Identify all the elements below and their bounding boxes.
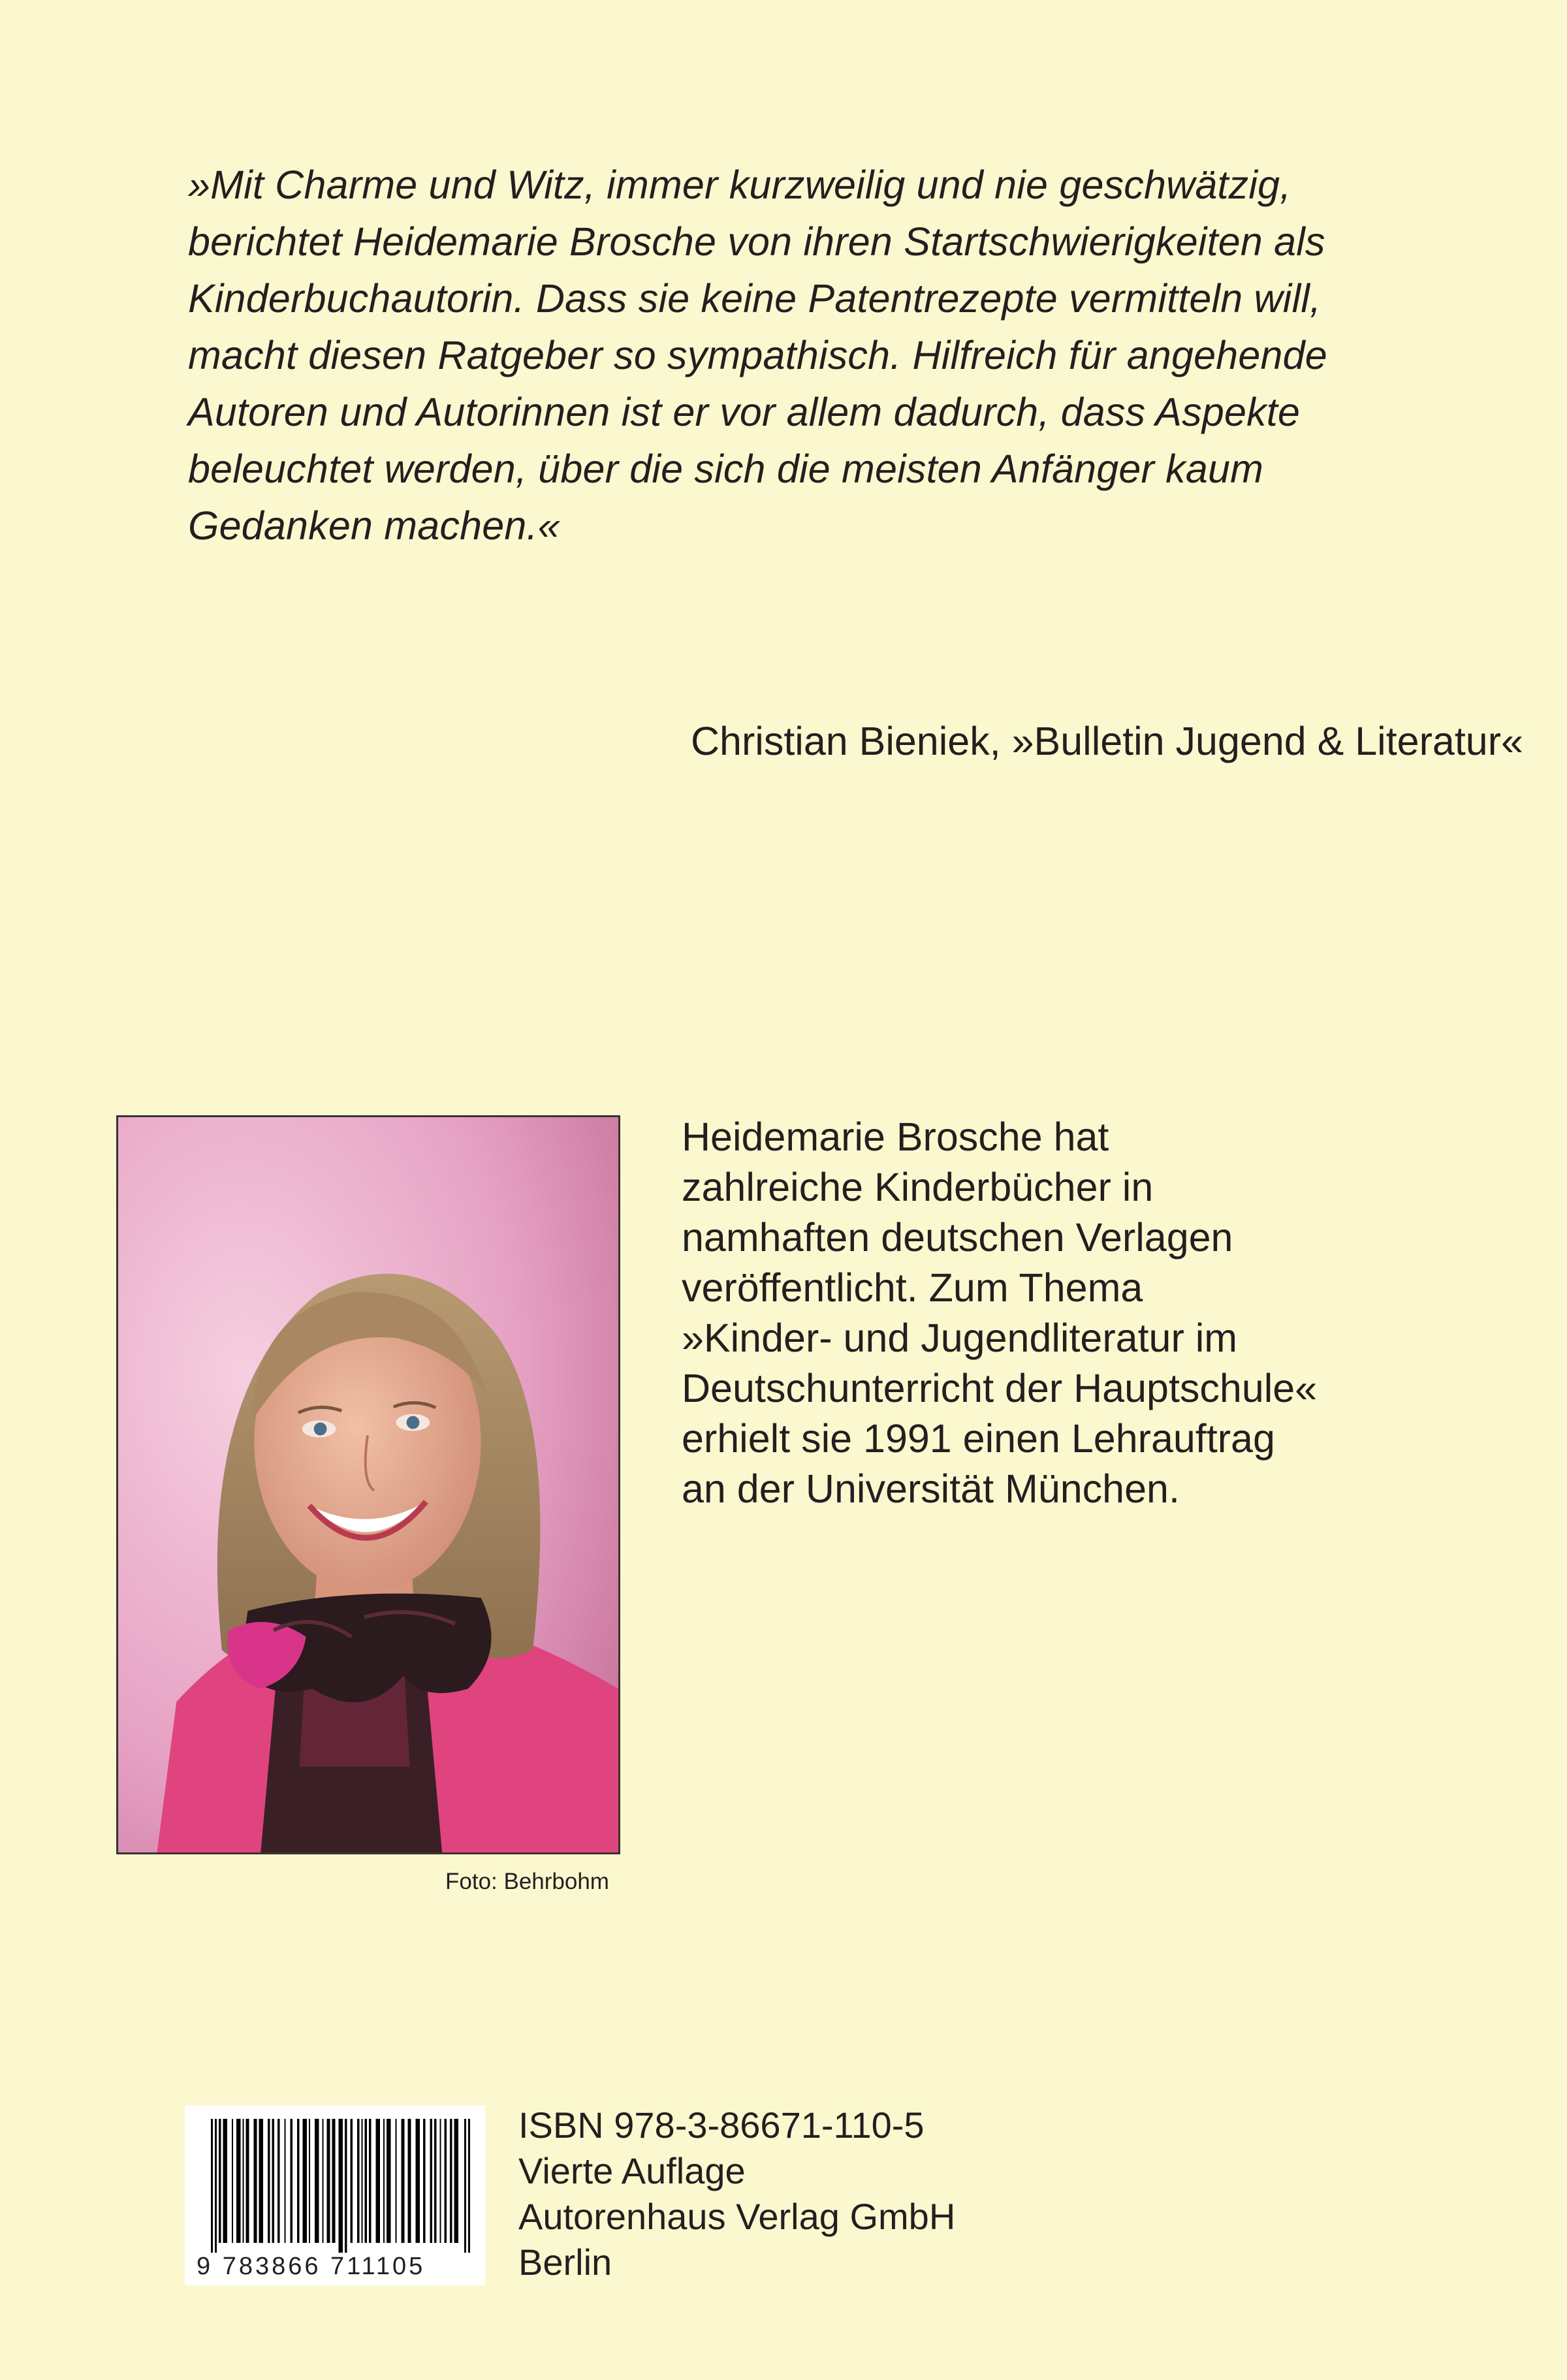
barcode-bar xyxy=(423,2119,426,2243)
quote-line: berichtet Heidemarie Brosche von ihren Startschwierigkeiten als xyxy=(188,219,1325,264)
barcode-bar xyxy=(246,2119,249,2243)
isbn-barcode xyxy=(185,2106,485,2285)
barcode-bar xyxy=(351,2119,353,2243)
author-bio xyxy=(682,1112,1498,1514)
barcode-bar xyxy=(232,2119,233,2243)
barcode-bar xyxy=(243,2119,244,2243)
barcode-bar xyxy=(468,2119,470,2253)
barcode-bar xyxy=(277,2119,280,2243)
publication-info xyxy=(518,2102,955,2285)
bio-line: zahlreiche Kinderbücher in xyxy=(682,1165,1154,1209)
barcode-bar xyxy=(445,2119,447,2243)
review-quote xyxy=(188,157,1523,763)
barcode-bar xyxy=(268,2119,270,2243)
barcode-bar xyxy=(450,2119,452,2243)
barcode-digits: 9 783866 711105 xyxy=(197,2253,426,2280)
isbn-number: ISBN 978-3-86671-110-5 xyxy=(518,2104,925,2146)
barcode-bar xyxy=(440,2119,441,2243)
quote-line: Kinderbuchautorin. Dass sie keine Patentrezepte vermitteln will, xyxy=(188,276,1322,321)
barcode-bar xyxy=(362,2119,363,2243)
quote-line: macht diesen Ratgeber so sympathisch. Hilfreich für angehende xyxy=(188,333,1327,377)
barcode-bar xyxy=(357,2119,360,2243)
barcode-bar xyxy=(297,2119,300,2243)
barcode-bar xyxy=(215,2119,217,2253)
barcode-bar xyxy=(332,2119,336,2243)
barcode-bar xyxy=(434,2119,437,2243)
bio-line: namhaften deutschen Verlagen xyxy=(682,1215,1233,1260)
publisher-name: Autorenhaus Verlag GmbH xyxy=(518,2196,956,2237)
edition-label: Vierte Auflage xyxy=(518,2150,746,2191)
barcode-bar xyxy=(383,2119,385,2243)
barcode-bar xyxy=(303,2119,308,2243)
barcode-bar xyxy=(365,2119,368,2243)
bio-line: erhielt sie 1991 einen Lehrauftrag xyxy=(682,1416,1275,1461)
barcode-bar xyxy=(236,2119,241,2243)
quote-line: beleuchtet werden, über die sich die meisten Anfänger kaum xyxy=(188,447,1264,491)
barcode-bar xyxy=(223,2119,228,2243)
barcode-bars xyxy=(185,2106,485,2253)
barcode-bar xyxy=(259,2119,264,2243)
barcode-bar xyxy=(254,2119,257,2243)
bio-line: an der Universität München. xyxy=(682,1467,1180,1511)
publisher-city: Berlin xyxy=(518,2242,612,2283)
barcode-bar xyxy=(416,2119,420,2243)
bio-line: »Kinder- und Jugendliteratur im xyxy=(682,1316,1238,1360)
quote-line: Autoren und Autorinnen ist er vor allem dadurch, dass Aspekte xyxy=(188,390,1301,434)
barcode-bar xyxy=(369,2119,372,2243)
barcode-bar xyxy=(211,2119,213,2253)
barcode-bar xyxy=(387,2119,391,2243)
barcode-bar xyxy=(408,2119,411,2243)
barcode-bar xyxy=(454,2119,459,2243)
barcode-bar xyxy=(402,2119,405,2243)
barcode-bar xyxy=(323,2119,324,2243)
barcode-bar xyxy=(272,2119,275,2243)
barcode-bar xyxy=(291,2119,293,2243)
quote-attribution: Christian Bieniek, »Bulletin Jugend & Literatur« xyxy=(691,719,1523,763)
author-photo xyxy=(116,1115,620,1854)
bio-line: veröffentlicht. Zum Thema xyxy=(682,1265,1143,1310)
barcode-bar xyxy=(315,2119,319,2243)
quote-line: »Mit Charme und Witz, immer kurzweilig und nie geschwätzig, xyxy=(188,163,1291,207)
barcode-bar xyxy=(339,2119,343,2253)
barcode-bar xyxy=(219,2119,221,2243)
barcode-bar xyxy=(464,2119,466,2253)
quote-line: Gedanken machen.« xyxy=(188,503,560,548)
quote-text xyxy=(188,157,1363,554)
bio-line: Heidemarie Brosche hat xyxy=(682,1115,1109,1159)
barcode-bar xyxy=(396,2119,397,2243)
barcode-bar xyxy=(327,2119,330,2243)
barcode-bar xyxy=(285,2119,286,2243)
bio-line: Deutschunterricht der Hauptschule« xyxy=(682,1366,1318,1410)
barcode-bar xyxy=(430,2119,433,2243)
barcode-bar xyxy=(309,2119,310,2243)
barcode-bar xyxy=(376,2119,381,2243)
barcode-bar xyxy=(345,2119,347,2253)
author-portrait-image xyxy=(118,1117,618,1852)
photo-credit: Foto: Behrbohm xyxy=(445,1869,609,1894)
